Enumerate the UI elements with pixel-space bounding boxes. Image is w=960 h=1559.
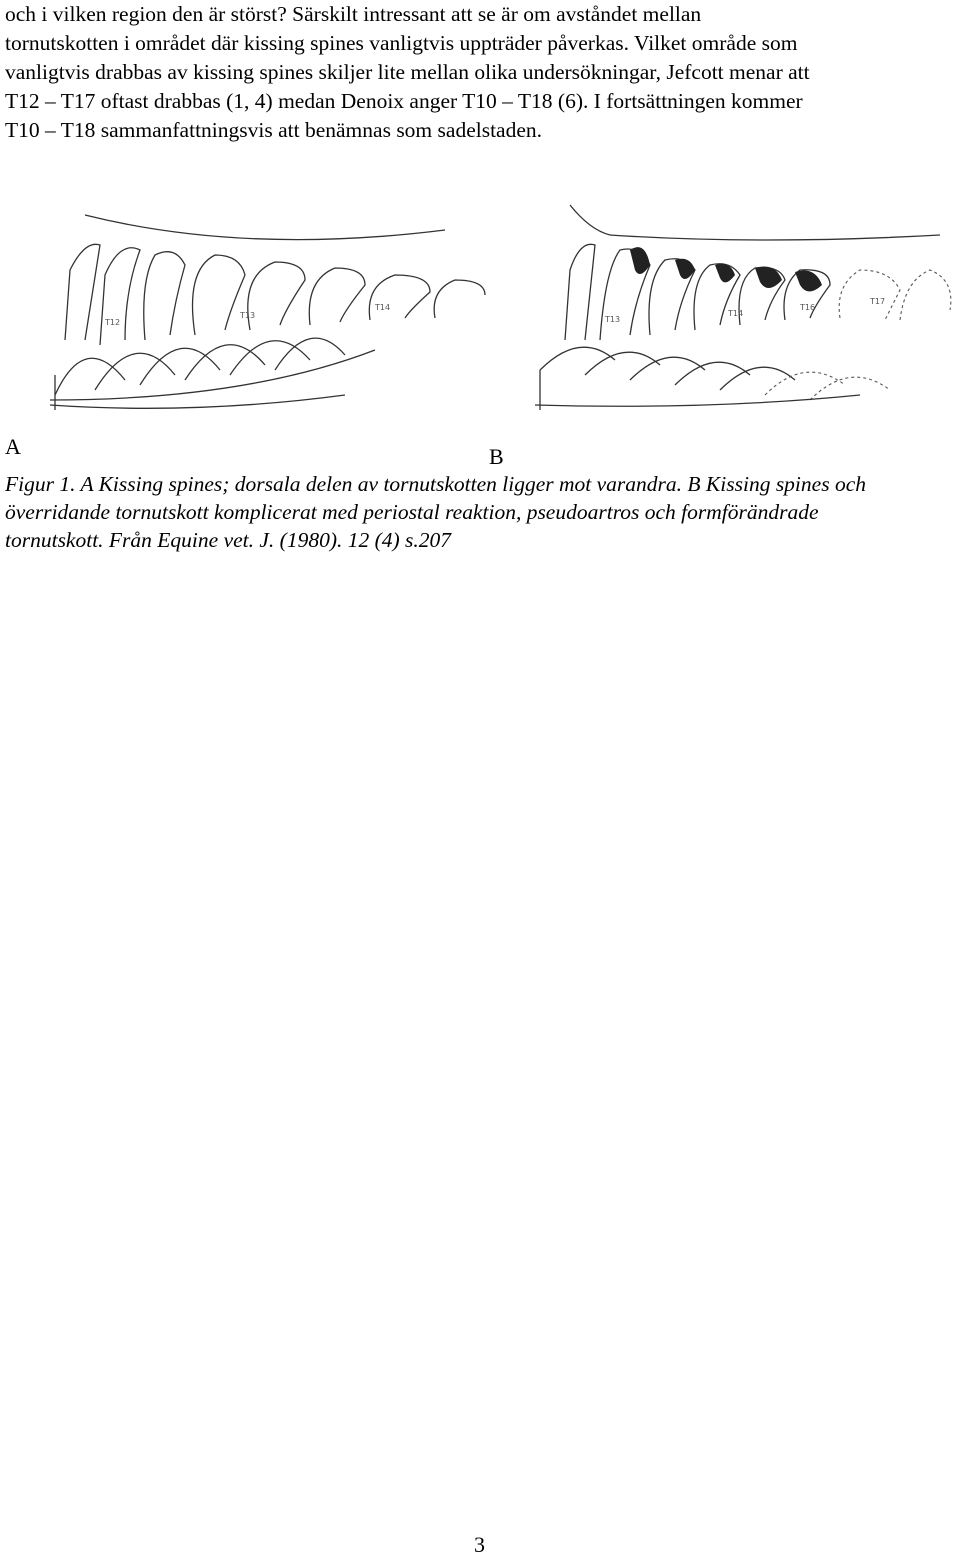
figure-a-drawing	[45, 200, 515, 450]
vertebra-label: T14	[728, 309, 744, 318]
caption-line: överridande tornutskott komplicerat med periostal reaktion, pseudoartros och formförändrade	[5, 500, 819, 524]
body-line: vanligtvis drabbas av kissing spines skiljer lite mellan olika undersökningar, Jefcott menar att	[5, 60, 810, 84]
vertebra-label: T14	[375, 303, 391, 312]
figure-a-letter: A	[5, 434, 21, 459]
body-line: T10 – T18 sammanfattningsvis att benämnas som sadelstaden.	[5, 118, 543, 142]
body-paragraph	[5, 0, 955, 145]
figure-caption	[5, 470, 955, 554]
caption-line: tornutskott. Från Equine vet. J. (1980). 12 (4) s.207	[5, 528, 452, 552]
vertebra-label: T16	[800, 303, 816, 312]
figure-b-letter: B	[489, 444, 504, 469]
body-line: och i vilken region den är störst? Särskilt intressant att se är om avståndet mellan	[5, 2, 702, 26]
body-line: tornutskotten i området där kissing spines vanligtvis uppträder påverkas. Vilket område som	[5, 31, 798, 55]
vertebra-label: T12	[105, 318, 121, 327]
vertebra-label: T17	[870, 297, 886, 306]
figure-b-drawing	[510, 170, 960, 450]
page-number: 3	[474, 1532, 485, 1557]
body-line: T12 – T17 oftast drabbas (1, 4) medan Denoix anger T10 – T18 (6). I fortsättningen kommer	[5, 89, 803, 113]
caption-line: Figur 1. A Kissing spines; dorsala delen av tornutskotten ligger mot varandra. B Kissing spines och	[5, 472, 866, 496]
vertebra-label: T13	[605, 315, 621, 324]
vertebra-label: T13	[240, 311, 256, 320]
